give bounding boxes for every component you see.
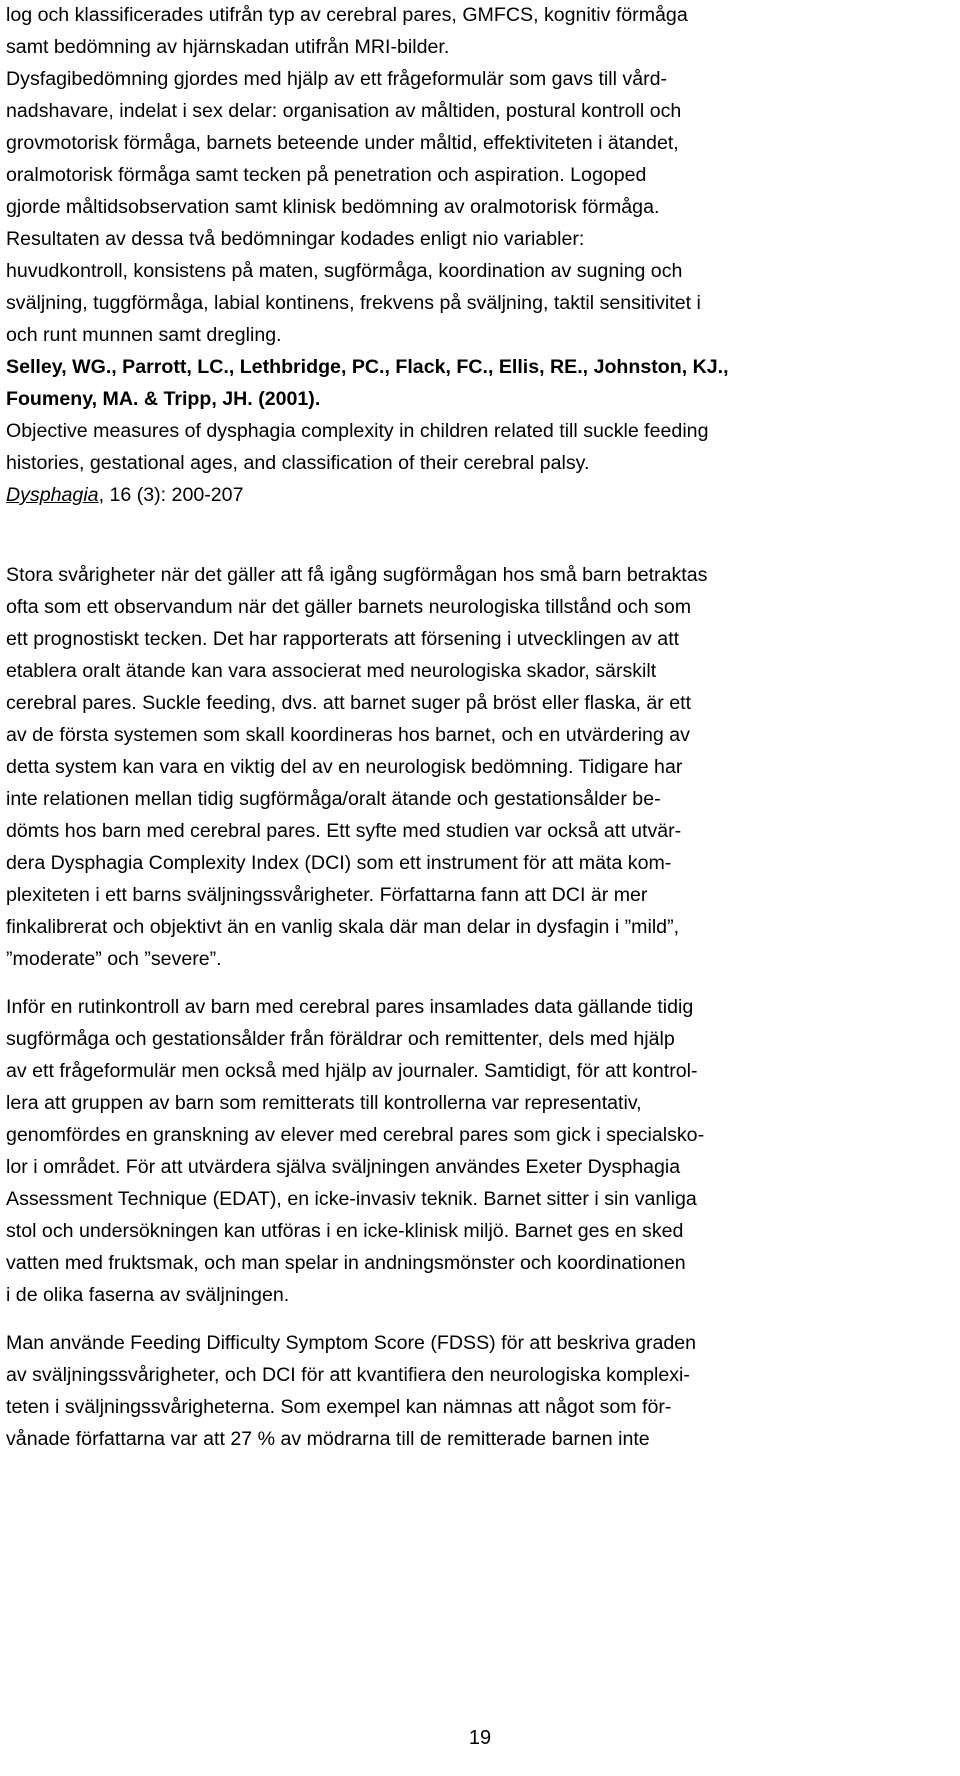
journal-citation: , 16 (3): 200-207 xyxy=(98,484,244,506)
text-line: Dysfagibedömning gjordes med hjälp av ett frågeformulär som gavs till vård- xyxy=(6,68,668,90)
text-line: grovmotorisk förmåga, barnets beteende under måltid, effektiviteten i ätandet, xyxy=(6,132,679,154)
reference-authors: Foumeny, MA. & Tripp, JH. (2001). xyxy=(6,388,321,410)
text-line: Resultaten av dessa två bedömningar kodades enligt nio variabler: xyxy=(6,228,585,250)
text-line: detta system kan vara en viktig del av en neurologisk bedömning. Tidigare har xyxy=(6,756,683,778)
text-line: i de olika faserna av sväljningen. xyxy=(6,1284,290,1306)
text-line: vånade författarna var att 27 % av mödrarna till de remitterade barnen inte xyxy=(6,1428,650,1450)
paragraph-intro xyxy=(6,0,952,351)
text-line: finkalibrerat och objektivt än en vanlig skala där man delar in dysfagin i ”mild”, xyxy=(6,916,680,938)
text-line: Assessment Technique (EDAT), en icke-invasiv teknik. Barnet sitter i sin vanliga xyxy=(6,1188,697,1210)
paragraph-2 xyxy=(6,559,952,975)
page-number: 19 xyxy=(468,1727,492,1749)
text-line: plexiteten i ett barns sväljningssvårigheter. Författarna fann att DCI är mer xyxy=(6,884,648,906)
text-line: sväljning, tuggförmåga, labial kontinens, frekvens på sväljning, taktil sensitivitet i xyxy=(6,292,701,314)
text-line: lor i området. För att utvärdera själva sväljningen användes Exeter Dysphagia xyxy=(6,1156,681,1178)
text-line: teten i sväljningssvårigheterna. Som exempel kan nämnas att något som för- xyxy=(6,1396,672,1418)
text-line: etablera oralt ätande kan vara associerat med neurologiska skador, särskilt xyxy=(6,660,657,682)
text-line: nadshavare, indelat i sex delar: organisation av måltiden, postural kontroll och xyxy=(6,100,682,122)
reference-source xyxy=(6,479,952,511)
text-line: ofta som ett observandum när det gäller barnets neurologiska tillstånd och som xyxy=(6,596,692,618)
reference-citation xyxy=(6,351,952,511)
text-line: cerebral pares. Suckle feeding, dvs. att barnet suger på bröst eller flaska, är ett xyxy=(6,692,692,714)
text-line: Stora svårigheter när det gäller att få igång sugförmågan hos små barn betraktas xyxy=(6,564,708,586)
text-line: och runt munnen samt dregling. xyxy=(6,324,282,346)
text-line: stol och undersökningen kan utföras i en icke-klinisk miljö. Barnet ges en sked xyxy=(6,1220,684,1242)
text-line: vatten med fruktsmak, och man spelar in andningsmönster och koordinationen xyxy=(6,1252,686,1274)
text-line: av de första systemen som skall koordineras hos barnet, och en utvärdering av xyxy=(6,724,690,746)
paragraph-4 xyxy=(6,1327,952,1455)
text-line: dömts hos barn med cerebral pares. Ett syfte med studien var också att utvär- xyxy=(6,820,682,842)
text-line: av ett frågeformulär men också med hjälp av journaler. Samtidigt, för att kontrol- xyxy=(6,1060,698,1082)
journal-name: Dysphagia xyxy=(6,484,99,506)
text-line: av sväljningssvårigheter, och DCI för att kvantifiera den neurologiska komplexi- xyxy=(6,1364,690,1386)
text-line: samt bedömning av hjärnskadan utifrån MRI-bilder. xyxy=(6,36,450,58)
reference-authors: Selley, WG., Parrott, LC., Lethbridge, PC., Flack, FC., Ellis, RE., Johnston, KJ., xyxy=(6,356,729,378)
text-line: huvudkontroll, konsistens på maten, sugförmåga, koordination av sugning och xyxy=(6,260,683,282)
text-line: lera att gruppen av barn som remitterats till kontrollerna var representativ, xyxy=(6,1092,642,1114)
text-line: Man använde Feeding Difficulty Symptom Score (FDSS) för att beskriva graden xyxy=(6,1332,697,1354)
reference-title: Objective measures of dysphagia complexity in children related till suckle feeding xyxy=(6,420,709,442)
text-line: log och klassificerades utifrån typ av cerebral pares, GMFCS, kognitiv förmåga xyxy=(6,4,688,26)
text-line: inte relationen mellan tidig sugförmåga/oralt ätande och gestationsålder be- xyxy=(6,788,661,810)
text-line: genomfördes en granskning av elever med cerebral pares som gick i specialsko- xyxy=(6,1124,705,1146)
text-line: dera Dysphagia Complexity Index (DCI) som ett instrument för att mäta kom- xyxy=(6,852,672,874)
text-line: sugförmåga och gestationsålder från föräldrar och remittenter, dels med hjälp xyxy=(6,1028,675,1050)
text-line: oralmotorisk förmåga samt tecken på penetration och aspiration. Logoped xyxy=(6,164,647,186)
reference-title: histories, gestational ages, and classification of their cerebral palsy. xyxy=(6,452,590,474)
text-line: Inför en rutinkontroll av barn med cerebral pares insamlades data gällande tidig xyxy=(6,996,694,1018)
text-line: gjorde måltidsobservation samt klinisk bedömning av oralmotorisk förmåga. xyxy=(6,196,660,218)
text-line: ett prognostiskt tecken. Det har rapporterats att försening i utvecklingen av att xyxy=(6,628,680,650)
paragraph-3 xyxy=(6,991,952,1311)
text-line: ”moderate” och ”severe”. xyxy=(6,948,222,970)
